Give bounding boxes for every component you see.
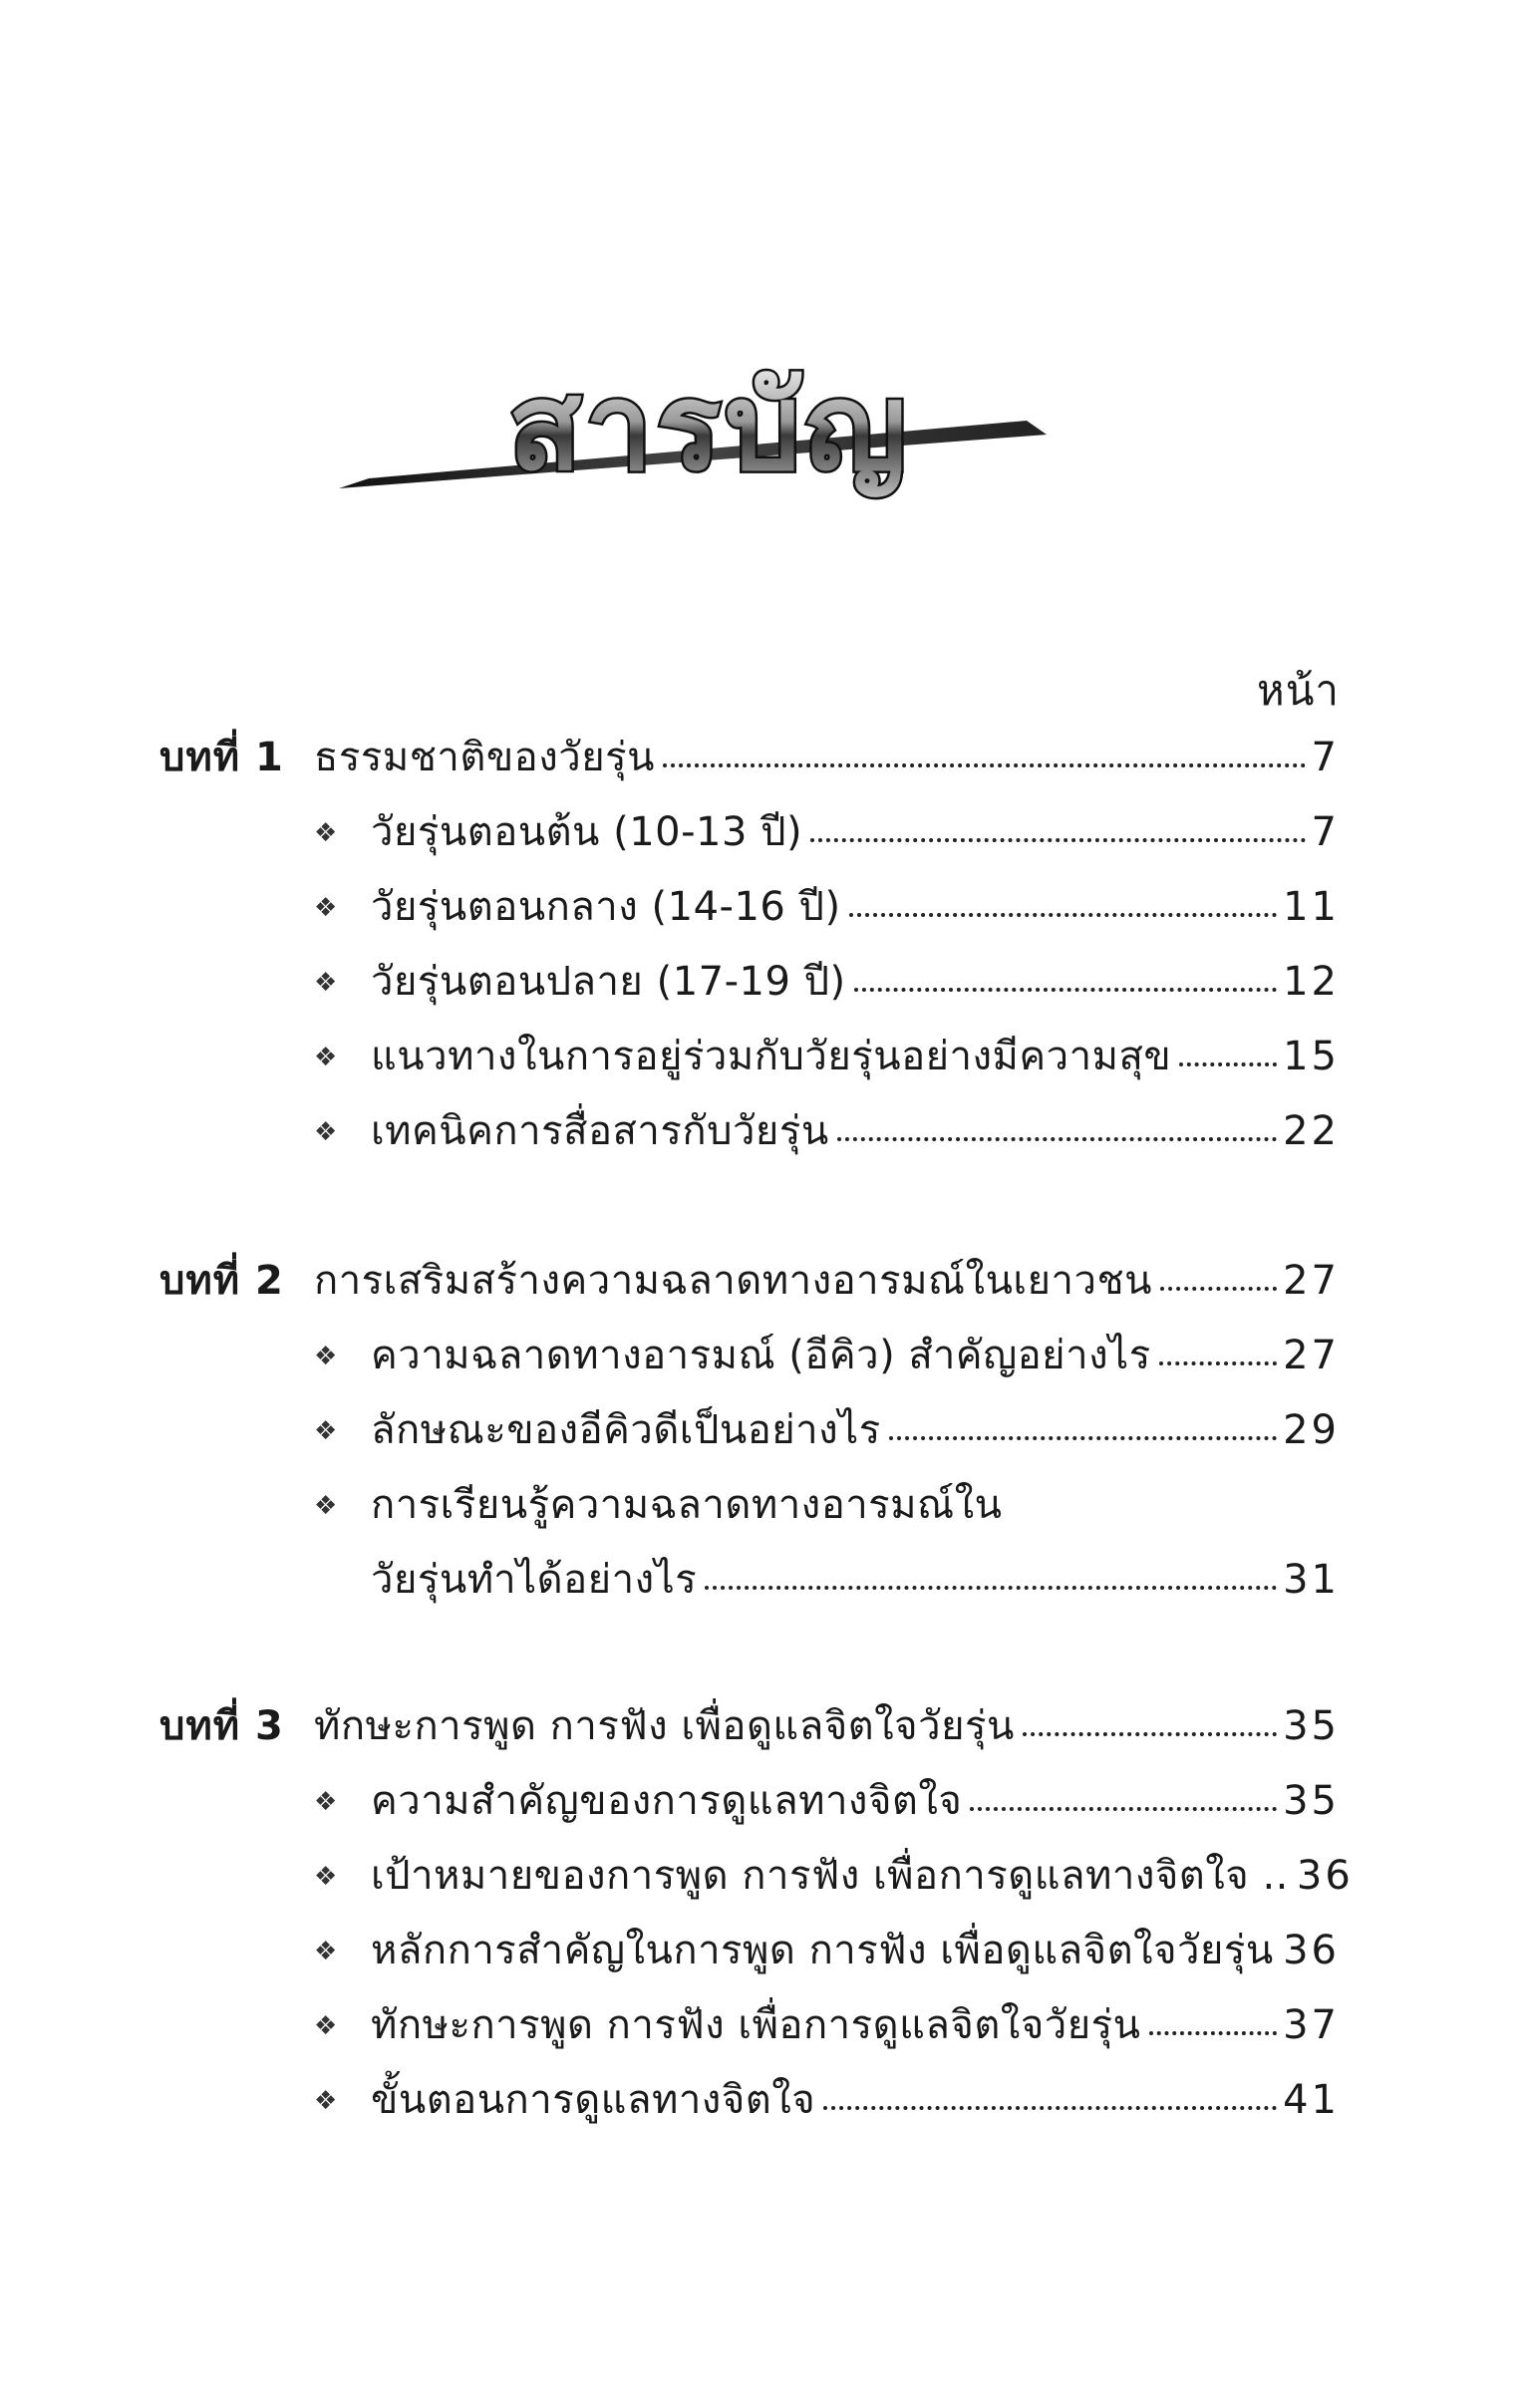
- item-title: วัยรุ่นตอนปลาย (17-19 ปี): [371, 959, 846, 1005]
- dot-leader: [849, 913, 1278, 917]
- diamond-bullet-icon: ❖: [314, 1117, 338, 1147]
- dot-leader: [1160, 1287, 1277, 1291]
- toc-item[interactable]: [314, 884, 1340, 930]
- item-title: ลักษณะของอีคิวดีเป็นอย่างไร: [371, 1407, 881, 1453]
- dot-leader: [1278, 1956, 1279, 1960]
- dot-leader: [854, 988, 1277, 992]
- diamond-bullet-icon: ❖: [314, 1787, 338, 1817]
- item-title: เป้าหมายของการพูด การฟัง เพื่อการดูแลทางจิตใจ ..: [371, 1853, 1289, 1899]
- chapter-label: บทที่ 1: [159, 735, 284, 780]
- diamond-bullet-icon: ❖: [314, 2086, 338, 2116]
- page-number: 36: [1296, 1853, 1354, 1899]
- diamond-bullet-icon: ❖: [314, 2011, 338, 2041]
- item-title-continuation: วัยรุ่นทำได้อย่างไร: [371, 1557, 698, 1603]
- page-number: 29: [1283, 1407, 1340, 1453]
- toc-title: สารบัญ: [508, 359, 911, 497]
- page-number: 15: [1283, 1034, 1340, 1079]
- toc-item[interactable]: [314, 809, 1340, 855]
- chapter-label: บทที่ 3: [159, 1703, 284, 1749]
- item-title: แนวทางในการอยู่ร่วมกับวัยรุ่นอย่างมีความสุข: [371, 1034, 1172, 1079]
- page-number: 7: [1311, 735, 1340, 780]
- dot-leader: [663, 763, 1306, 767]
- toc-item[interactable]: [314, 1108, 1340, 1154]
- toc-item[interactable]: [314, 2002, 1340, 2048]
- page-number: 22: [1283, 1108, 1340, 1154]
- page-number: 12: [1283, 959, 1340, 1005]
- toc-item[interactable]: [314, 1034, 1340, 1079]
- title-graphic: [329, 329, 1047, 518]
- dot-leader: [705, 1586, 1277, 1590]
- page-number: 7: [1311, 809, 1340, 855]
- dot-leader: [810, 838, 1305, 842]
- page-column-header: หน้า: [1257, 666, 1340, 715]
- toc-item[interactable]: [314, 1407, 1340, 1453]
- toc-item[interactable]: [314, 1482, 1340, 1528]
- diamond-bullet-icon: ❖: [314, 968, 338, 998]
- item-title: เทคนิคการสื่อสารกับวัยรุ่น: [371, 1108, 829, 1154]
- diamond-bullet-icon: ❖: [314, 818, 338, 848]
- page-number: 35: [1283, 1778, 1340, 1824]
- diamond-bullet-icon: ❖: [314, 1491, 338, 1521]
- page-number: 37: [1283, 2002, 1340, 2048]
- dot-leader: [1023, 1732, 1277, 1736]
- chapter-title: ทักษะการพูด การฟัง เพื่อดูแลจิตใจวัยรุ่น: [314, 1703, 1015, 1749]
- dot-leader: [970, 1807, 1277, 1811]
- dot-leader: [1159, 1361, 1277, 1365]
- page-number: 41: [1283, 2077, 1340, 2123]
- item-title: วัยรุ่นตอนกลาง (14-16 ปี): [371, 884, 841, 930]
- toc-item-continuation[interactable]: [371, 1557, 1340, 1603]
- toc-item[interactable]: [314, 1928, 1340, 1973]
- diamond-bullet-icon: ❖: [314, 893, 338, 923]
- item-title: ความฉลาดทางอารมณ์ (อีคิว) สำคัญอย่างไร: [371, 1333, 1151, 1378]
- diamond-bullet-icon: ❖: [314, 1342, 338, 1371]
- page-number: 27: [1283, 1333, 1340, 1378]
- chapter-row[interactable]: [159, 1703, 1340, 1749]
- page-number: 11: [1283, 884, 1340, 930]
- item-title: หลักการสำคัญในการพูด การฟัง เพื่อดูแลจิตใจวัยรุ่น: [371, 1928, 1274, 1973]
- item-title: ทักษะการพูด การฟัง เพื่อการดูแลจิตใจวัยรุ่น: [371, 2002, 1141, 2048]
- chapter-title: การเสริมสร้างความฉลาดทางอารมณ์ในเยาวชน: [314, 1258, 1152, 1304]
- diamond-bullet-icon: ❖: [314, 1043, 338, 1072]
- item-title: การเรียนรู้ความฉลาดทางอารมณ์ใน: [371, 1482, 1003, 1528]
- page-number: 35: [1283, 1703, 1340, 1749]
- page-number: 36: [1283, 1928, 1340, 1973]
- diamond-bullet-icon: ❖: [314, 1862, 338, 1892]
- page-number: 27: [1283, 1258, 1340, 1304]
- item-title: ขั้นตอนการดูแลทางจิตใจ: [371, 2077, 816, 2123]
- diamond-bullet-icon: ❖: [314, 1937, 338, 1966]
- dot-leader: [1179, 1062, 1277, 1066]
- page-number: 31: [1283, 1557, 1340, 1603]
- dot-leader: [1149, 2031, 1278, 2035]
- toc-item[interactable]: [314, 1778, 1340, 1824]
- chapter-row[interactable]: [159, 735, 1340, 780]
- toc-title-banner: [329, 329, 1047, 518]
- chapter-label: บทที่ 2: [159, 1258, 284, 1304]
- toc-item[interactable]: [314, 1853, 1354, 1899]
- item-title: ความสำคัญของการดูแลทางจิตใจ: [371, 1778, 963, 1824]
- diamond-bullet-icon: ❖: [314, 1416, 338, 1446]
- dot-leader: [837, 1137, 1277, 1141]
- toc-item[interactable]: [314, 2077, 1340, 2123]
- item-title: วัยรุ่นตอนต้น (10-13 ปี): [371, 809, 803, 855]
- dot-leader: [889, 1436, 1277, 1440]
- chapter-row[interactable]: [159, 1258, 1340, 1304]
- chapter-title: ธรรมชาติของวัยรุ่น: [314, 735, 655, 780]
- toc-item[interactable]: [314, 959, 1340, 1005]
- toc-item[interactable]: [314, 1333, 1340, 1378]
- dot-leader: [823, 2106, 1277, 2110]
